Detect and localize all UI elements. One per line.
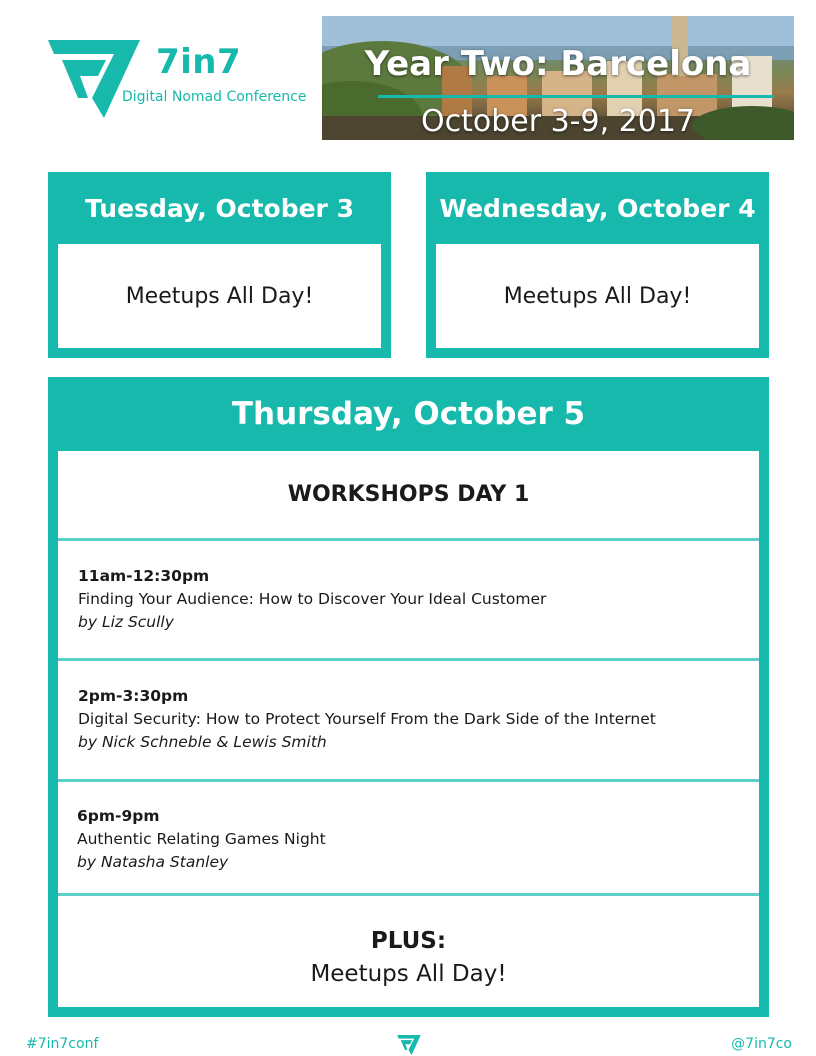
banner-dates: October 3-9, 2017 (420, 104, 695, 139)
footer-hashtag: #7in7conf (26, 1036, 99, 1052)
session-time: 11am-12:30pm (78, 567, 210, 585)
plus-text: Meetups All Day! (310, 961, 507, 987)
session-item (58, 661, 759, 782)
logo-title: 7in7 (156, 42, 242, 82)
logo-subtitle: Digital Nomad Conference (122, 89, 307, 105)
session-time: 6pm-9pm (77, 807, 160, 825)
footer-handle: @7in7co (731, 1036, 792, 1052)
7in7-logo-small-icon (397, 1035, 421, 1055)
tuesday-heading: Tuesday, October 3 (85, 193, 354, 223)
barcelona-banner (322, 16, 794, 140)
thursday-schedule (58, 451, 759, 1007)
workshops-title: WORKSHOPS DAY 1 (58, 451, 759, 541)
tuesday-body: Meetups All Day! (58, 244, 381, 348)
banner-divider (378, 95, 774, 98)
session-title: Authentic Relating Games Night (77, 830, 326, 848)
thursday-heading: Thursday, October 5 (231, 396, 586, 432)
banner-title: Year Two: Barcelona (364, 44, 752, 84)
session-title: Digital Security: How to Protect Yourself From the Dark Side of the Internet (78, 710, 656, 728)
session-speaker: by Liz Scully (78, 613, 174, 631)
thursday-box (48, 377, 769, 1017)
session-speaker: by Natasha Stanley (77, 853, 229, 871)
plus-label: PLUS: (370, 928, 447, 954)
session-item (58, 541, 759, 661)
session-time: 2pm-3:30pm (78, 687, 189, 705)
session-speaker: by Nick Schneble & Lewis Smith (78, 733, 327, 751)
wednesday-box (426, 172, 769, 358)
7in7-logo-icon (48, 40, 140, 118)
plus-section (58, 896, 759, 1007)
session-title: Finding Your Audience: How to Discover Your Ideal Customer (78, 590, 547, 608)
wednesday-heading: Wednesday, October 4 (439, 193, 756, 223)
tuesday-box (48, 172, 391, 358)
session-item (58, 782, 759, 896)
wednesday-body: Meetups All Day! (436, 244, 759, 348)
